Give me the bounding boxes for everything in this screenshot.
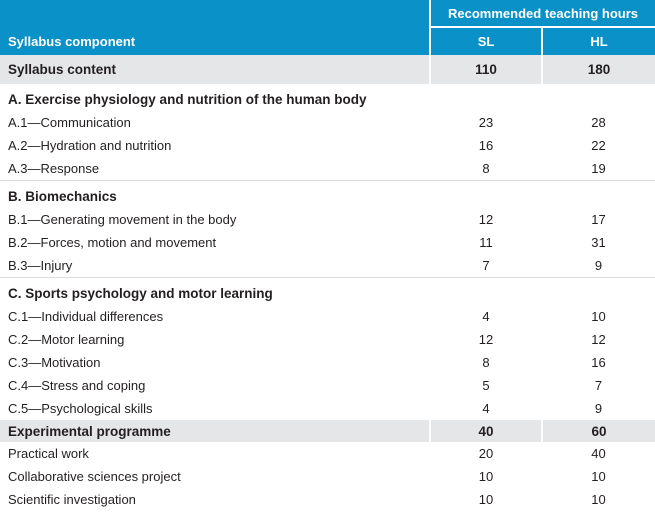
hl-hours: 10: [591, 469, 606, 484]
table-row: [0, 231, 655, 254]
table-row: [0, 305, 655, 328]
syllabus-content-row: [0, 55, 655, 84]
sl-hours: 10: [478, 492, 494, 507]
sl-hours: 23: [478, 115, 494, 130]
hl-hours: 40: [591, 446, 606, 461]
hl-hours: 9: [594, 258, 603, 273]
sl-hours: 4: [482, 401, 490, 416]
row-label: A.2—Hydration and nutrition: [8, 138, 172, 153]
sl-hours: 16: [478, 138, 494, 153]
hl-hours: 10: [591, 492, 606, 507]
section-heading-row: [0, 84, 655, 111]
syllabus-component-header: Syllabus component: [0, 0, 430, 55]
table-row: [0, 254, 655, 278]
hl-hours: 10: [591, 309, 606, 324]
section-title: C. Sports psychology and motor learning: [8, 285, 273, 301]
sl-column-header: SL: [430, 27, 542, 55]
sl-hours: 12: [478, 212, 494, 227]
row-label: Scientific investigation: [8, 492, 136, 507]
hl-hours: 7: [594, 378, 603, 393]
row-label: A.1—Communication: [8, 115, 131, 130]
sl-hours: 4: [482, 309, 490, 324]
table-row: [0, 328, 655, 351]
table-row: [0, 351, 655, 374]
teaching-hours-group-header: Recommended teaching hours: [430, 0, 655, 27]
sl-hours: 11: [479, 235, 493, 250]
table-row: [0, 157, 655, 181]
sl-hours: 40: [430, 420, 542, 442]
sl-hours: 8: [482, 161, 490, 176]
sl-hours: 10: [478, 469, 494, 484]
experimental-programme-row: [0, 420, 655, 442]
hl-hours: 31: [591, 235, 606, 250]
row-label: Practical work: [8, 446, 89, 461]
row-label: C.2—Motor learning: [8, 332, 125, 347]
sl-hours: 7: [482, 258, 490, 273]
row-label: Collaborative sciences project: [8, 469, 181, 484]
row-label: Syllabus content: [0, 55, 430, 84]
section-heading-row: [0, 181, 655, 208]
sl-hours: 5: [482, 378, 490, 393]
hl-hours: 19: [591, 161, 606, 176]
hl-hours: 12: [591, 332, 606, 347]
sl-hours: 20: [478, 446, 494, 461]
row-label: B.3—Injury: [8, 258, 73, 273]
table-row: [0, 374, 655, 397]
hl-hours: 60: [542, 420, 655, 442]
row-label: A.3—Response: [8, 161, 100, 176]
hl-hours: 17: [591, 212, 606, 227]
table-row: [0, 442, 655, 465]
hl-hours: 22: [591, 138, 606, 153]
table-row: [0, 208, 655, 231]
row-label: C.4—Stress and coping: [8, 378, 146, 393]
row-label: B.1—Generating movement in the body: [8, 212, 237, 227]
hl-hours: 28: [591, 115, 606, 130]
sl-hours: 110: [430, 55, 542, 84]
row-label: C.3—Motivation: [8, 355, 101, 370]
sl-hours: 12: [478, 332, 494, 347]
section-title: B. Biomechanics: [8, 188, 117, 204]
row-label: C.5—Psychological skills: [8, 401, 153, 416]
hl-hours: 9: [594, 401, 603, 416]
sl-hours: 8: [482, 355, 490, 370]
hl-hours: 16: [591, 355, 606, 370]
section-title: A. Exercise physiology and nutrition of the human body: [8, 91, 367, 107]
hl-hours: 180: [542, 55, 655, 84]
row-label: B.2—Forces, motion and movement: [8, 235, 217, 250]
row-label: C.1—Individual differences: [8, 309, 164, 324]
hl-column-header: HL: [542, 27, 655, 55]
table-row: [0, 134, 655, 157]
table-row: [0, 397, 655, 420]
row-label: Experimental programme: [0, 420, 430, 442]
section-heading-row: [0, 278, 655, 305]
table-header: [0, 0, 655, 55]
table-row: [0, 465, 655, 488]
table-row: [0, 488, 655, 511]
table-row: [0, 111, 655, 134]
